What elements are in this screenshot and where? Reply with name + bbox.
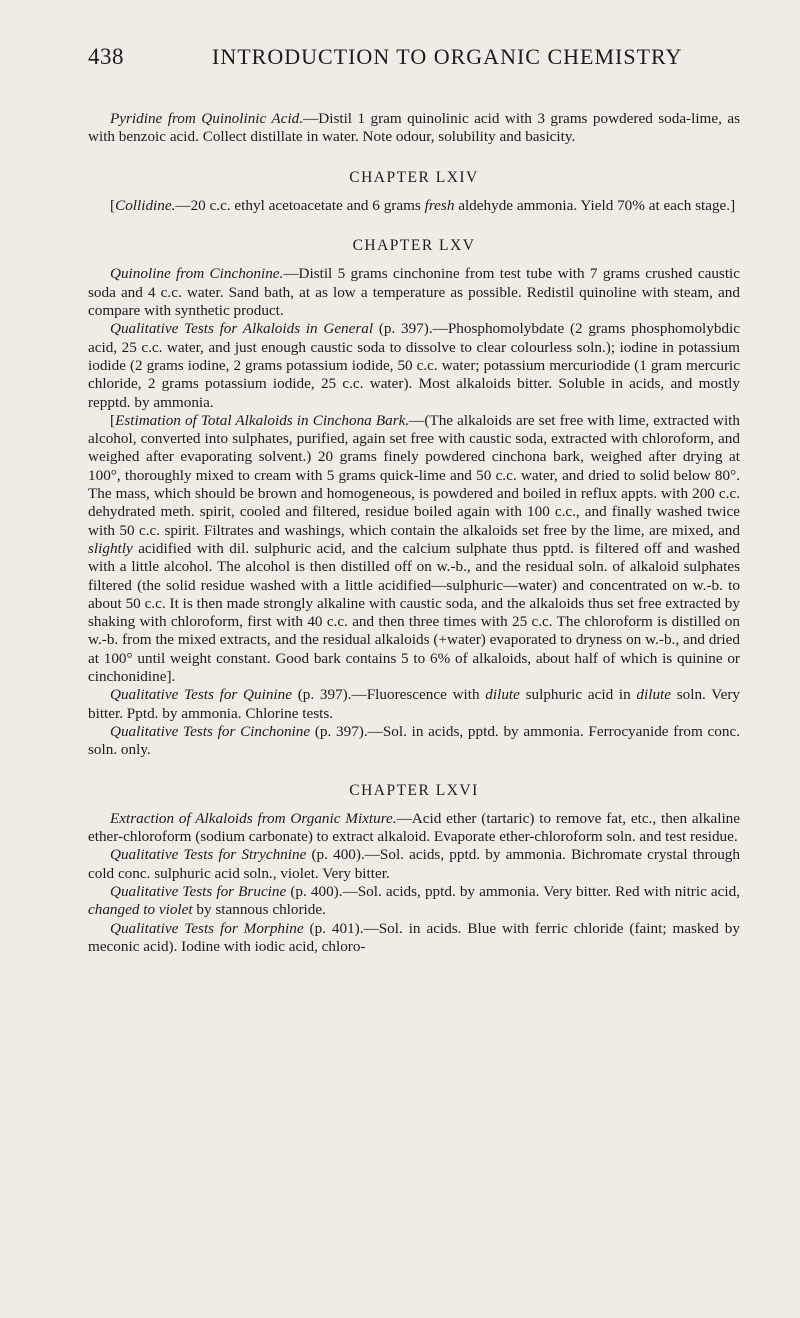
paragraph-extraction: [88, 810, 740, 847]
morphine-text: (p. 401).—Sol. in acids. Blue with ferric chloride (faint; masked by meconic acid). Iodine with iodic acid, chloro-: [88, 919, 740, 955]
brucine-title: Qualitative Tests for Brucine: [110, 882, 287, 900]
paragraph-alkaloid-tests: [88, 320, 740, 411]
page-number: 438: [88, 44, 124, 69]
strychnine-title: Qualitative Tests for Strychnine: [110, 846, 307, 864]
collidine-title: Collidine.: [115, 196, 176, 214]
quinine-text-3: soln. Very bitter. Pptd. by ammonia. Chlorine tests.: [88, 686, 740, 722]
paragraph-strychnine: [88, 846, 740, 883]
alkaloid-tests-text: (p. 397).—Phosphomolybdate (2 grams phosphomolybdic acid, 25 c.c. water, and just enough caustic soda to dissolve to clear colourless soln.); iodine in potassium iodide (2 grams iodine, 2 grams potassium iodide, 50 c.c. water; potassium mercuriodide (1 gram mercuric chloride, 2 grams potassium iodide, 25 c.c. water). Most alkaloids bitter. Soluble in acids, and mostly repptd. by ammonia.: [88, 320, 740, 411]
bracket-open: [: [110, 196, 116, 214]
cinchonine-title: Qualitative Tests for Cinchonine: [110, 722, 311, 740]
estimation-text-1: —(The alkaloids are set free with lime, extracted with alcohol, converted into sulphates, purified, again set free with caustic soda, extracted with chloroform, and weighed after evaporating solvent.) 20 grams finely powdered cinchona bark, weighed after drying at 100°, thoroughly mixed to cream with 5 grams quick-lime and 50 c.c. water, and dried to solid below 80°. The mass, which should be brown and homogeneous, is powdered and boiled in reflux appts. with 200 c.c. dehydrated meth. spirit, cooled and filtered, residue boiled again with 100 c.c., and finally washed twice with 50 c.c. spirit. Filtrates and washings, which contain the alkaloids set free by the lime, are mixed, and: [88, 411, 740, 539]
quinine-title: Qualitative Tests for Quinine: [110, 686, 292, 704]
quinine-dilute-1: dilute: [485, 686, 520, 704]
paragraph-cinchonine: [88, 723, 740, 760]
extraction-text: —Acid ether (tartaric) to remove fat, etc., then alkaline ether-chloroform (sodium carbonate) to extract alkaloid. Evaporate ether-chloroform soln. and test residue.: [88, 809, 741, 846]
estimation-title: Estimation of Total Alkaloids in Cinchona Bark.: [115, 411, 410, 429]
strychnine-text: (p. 400).—Sol. acids, pptd. by ammonia. Bichromate crystal through cold conc. sulphuric acid soln., violet. Very bitter.: [88, 846, 740, 882]
pyridine-title: Pyridine from Quinolinic Acid.: [110, 110, 304, 127]
extraction-title: Extraction of Alkaloids from Organic Mixture.: [110, 809, 397, 827]
paragraph-collidine: [88, 197, 740, 215]
paragraph-quinoline: [88, 265, 740, 320]
chapter-heading-lxvi: CHAPTER LXVI: [349, 781, 479, 799]
estimation-text-2: acidified with dil. sulphuric acid, and the calcium sulphate thus pptd. is filtered off and washed with a little alcohol. The alcohol is then distilled off on w.-b., and the residual soln. of alkaloid sulphates filtered (the solid residue washed with a little acidified—sulphuric—water) and concentrated on w.-b. to about 50 c.c. It is then made strongly alkaline with caustic soda, and the alkaloids thus set free extracted by shaking with chloroform, first with 40 c.c. and then three times with 25 c.c. The chloroform is distilled on w.-b. from the mixed extracts, and the residual alkaloids (+water) evaporated to dryness on w.-b., and dried at 100° until weight constant. Good bark contains 5 to 6% of alkaloids, about half of which is quinine or cinchonidine].: [88, 539, 740, 686]
collidine-text-1: —20 c.c. ethyl acetoacetate and 6 grams: [175, 196, 425, 214]
paragraph-estimation: [88, 412, 740, 686]
brucine-text-1: (p. 400).—Sol. acids, pptd. by ammonia. Very bitter. Red with nitric acid,: [286, 882, 740, 900]
quinine-text-1: (p. 397).—Fluorescence with: [292, 686, 486, 704]
alkaloid-tests-title: Qualitative Tests for Alkaloids in General: [110, 320, 374, 338]
chapter-heading-lxv: CHAPTER LXV: [352, 237, 476, 255]
page-body: [88, 110, 740, 956]
paragraph-pyridine: [88, 110, 740, 147]
quinine-dilute-2: dilute: [636, 686, 672, 704]
quinine-text-2: sulphuric acid in: [519, 686, 637, 704]
paragraph-brucine: [88, 883, 740, 920]
bracket-open: [: [110, 411, 116, 429]
collidine-text-2: aldehyde ammonia. Yield 70% at each stage.]: [454, 196, 736, 214]
pyridine-text: —Distil 1 gram quinolinic acid with 3 grams powdered soda-lime, as with benzoic acid. Collect distillate in water. Note odour, solubility and basicity.: [88, 110, 740, 146]
brucine-text-2: by stannous chloride.: [192, 901, 326, 919]
morphine-title: Qualitative Tests for Morphine: [110, 919, 304, 937]
estimation-slightly: slightly: [88, 539, 133, 557]
paragraph-morphine: [88, 920, 740, 957]
collidine-fresh: fresh: [424, 196, 455, 214]
paragraph-quinine: [88, 686, 740, 723]
page-header: [88, 44, 740, 80]
quinoline-title: Quinoline from Cinchonine.: [110, 265, 284, 283]
running-head: INTRODUCTION TO ORGANIC CHEMISTRY: [212, 44, 683, 69]
brucine-changed: changed to violet: [88, 901, 193, 919]
cinchonine-text: (p. 397).—Sol. in acids, pptd. by ammonia. Ferrocyanide from conc. soln. only.: [88, 722, 740, 759]
chapter-heading-lxiv: CHAPTER LXIV: [349, 168, 479, 186]
quinoline-text: —Distil 5 grams cinchonine from test tube with 7 grams crushed caustic soda and 4 c.c. water. Sand bath, at as low a temperature as possible. Redistil quinoline with steam, and compare with synthetic product.: [88, 265, 740, 320]
